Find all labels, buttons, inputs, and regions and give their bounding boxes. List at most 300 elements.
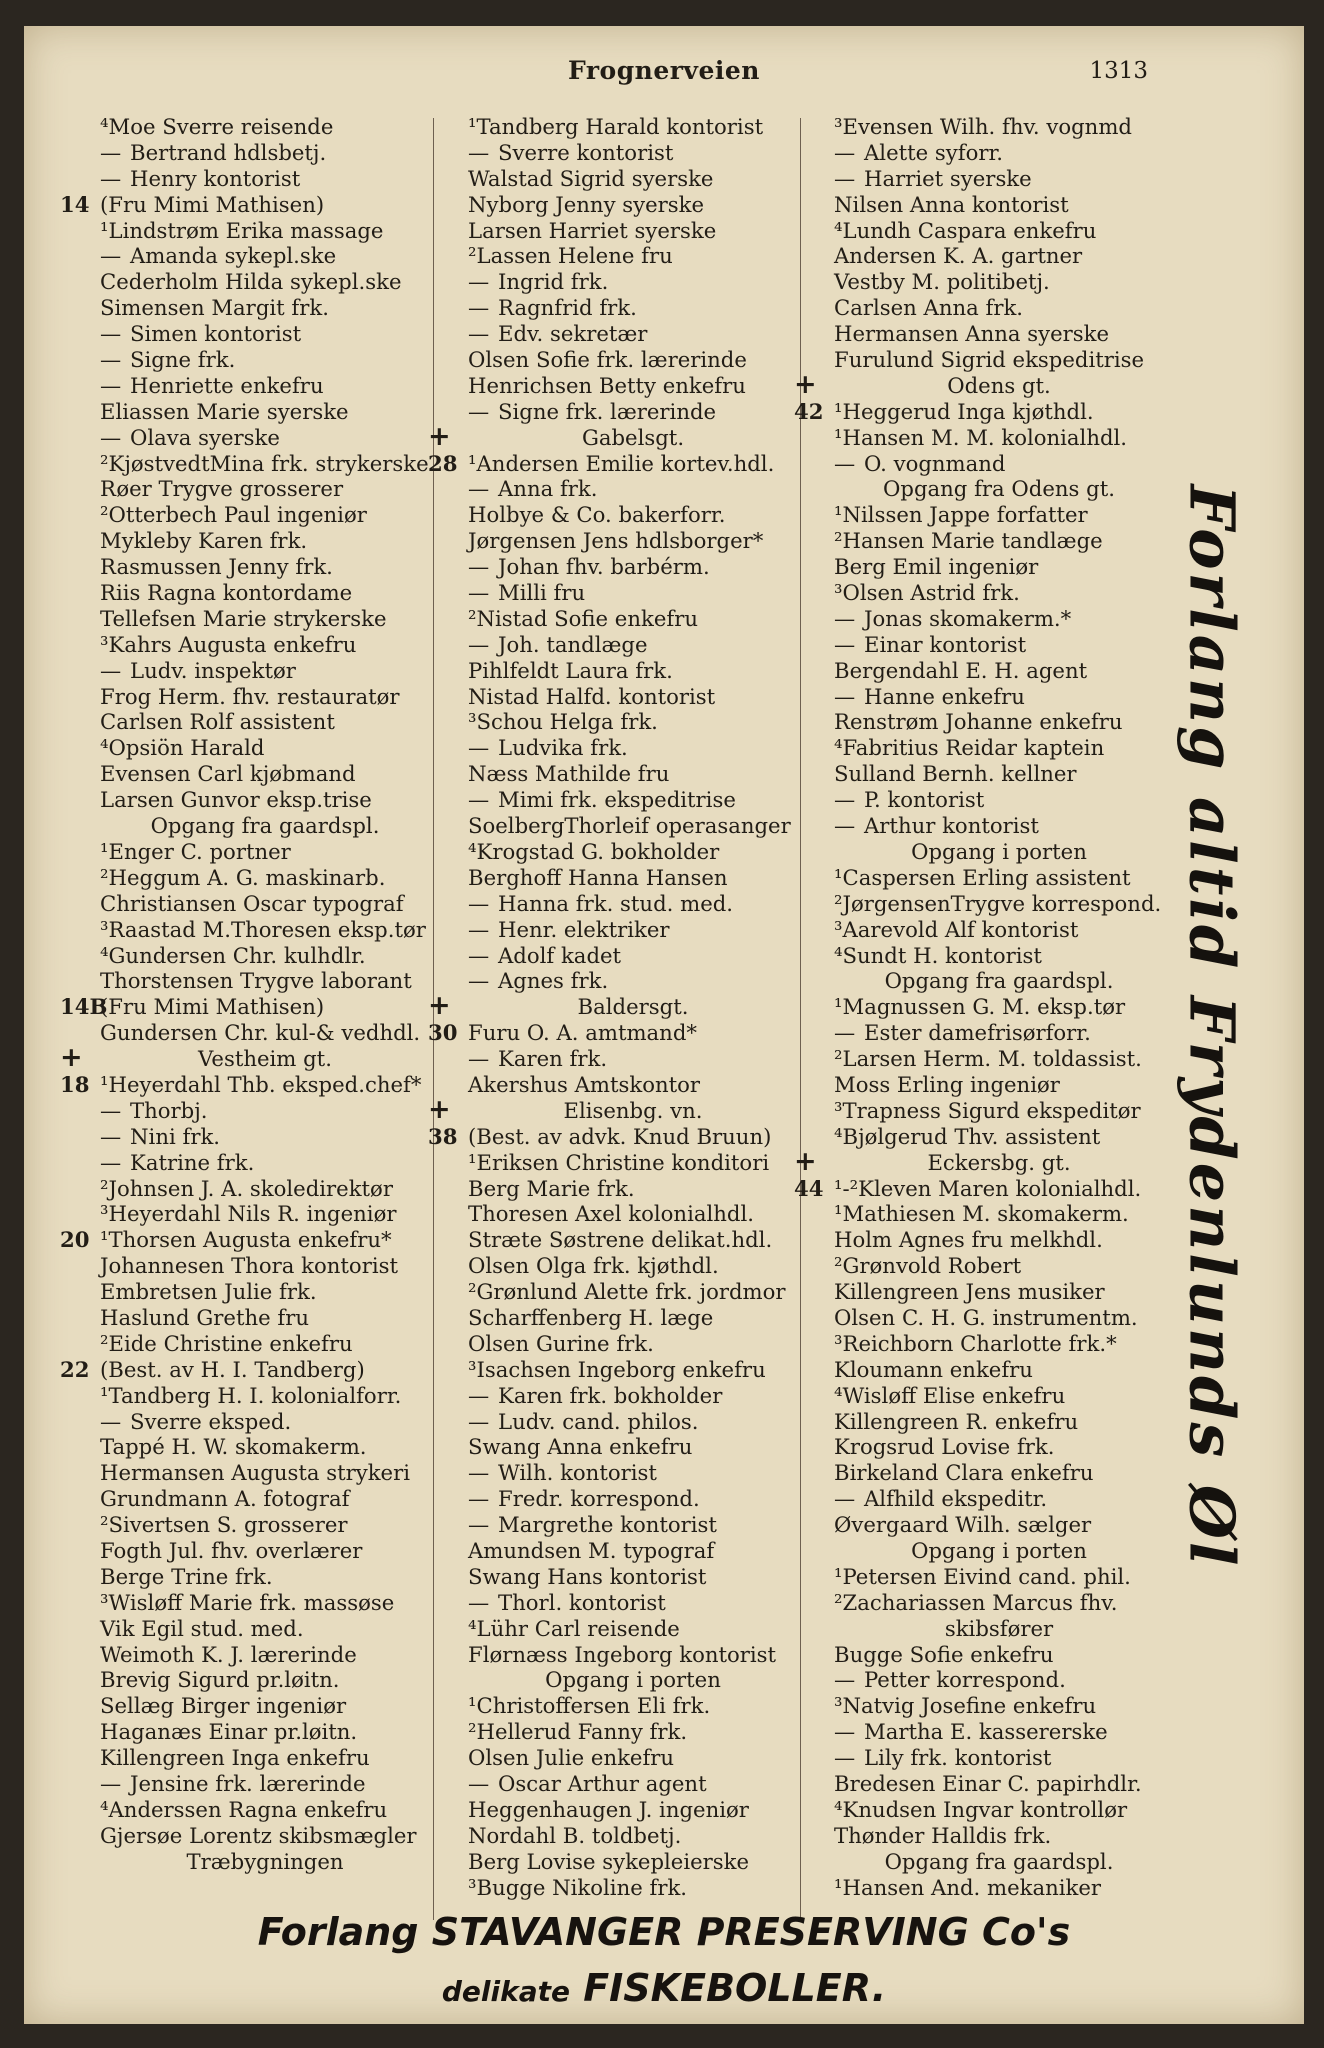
entry-text: ¹Caspersen Erling assistent (834, 864, 1131, 890)
entry-text: Killengreen Jens musiker (834, 1279, 1105, 1305)
ditto-dash: — (100, 347, 122, 373)
directory-entry (794, 295, 1194, 321)
directory-entry (428, 502, 824, 528)
ditto-dash: — (468, 1771, 490, 1796)
directory-entry (428, 709, 824, 735)
entry-text: Petter korrespond. (864, 1667, 1066, 1693)
directory-entry (428, 1693, 824, 1719)
entry-text: ¹Tandberg Harald kontorist (468, 114, 764, 139)
directory-entry (60, 943, 456, 969)
ditto-dash: — (834, 1745, 856, 1771)
entry-text: ¹Magnussen G. M. eksp.tør (834, 994, 1126, 1020)
entry-text: ³Bugge Nikoline frk. (468, 1874, 688, 1900)
directory-entry (794, 399, 1194, 425)
directory-entry (60, 1383, 456, 1409)
directory-entry (794, 684, 1194, 710)
cross-street-marker-icon: + (428, 1093, 451, 1125)
entry-text: Signe frk. (130, 347, 236, 373)
directory-entry (794, 218, 1194, 244)
house-number: 38 (428, 1123, 458, 1149)
entry-text: ⁴Gundersen Chr. kulhdlr. (100, 942, 366, 968)
directory-entry (428, 1227, 824, 1253)
entry-text: Gundersen Chr. kul-& vedhdl. (100, 1020, 421, 1046)
directory-entry (794, 347, 1194, 373)
entry-text: Ingrid frk. (498, 269, 609, 295)
entry-text: Hanna frk. stud. med. (498, 890, 734, 916)
ditto-dash: — (468, 398, 490, 424)
entry-text: Martha E. kassererske (864, 1719, 1108, 1745)
ditto-dash: — (468, 1046, 490, 1072)
ditto-dash: — (100, 321, 122, 347)
entry-text: Joh. tandlæge (498, 631, 648, 657)
directory-entry (428, 787, 824, 813)
directory-entry (794, 1020, 1194, 1046)
entry-text: Milli fru (498, 580, 586, 606)
directory-entry (794, 528, 1194, 554)
entry-text: Henrichsen Betty enkefru (468, 372, 746, 398)
directory-entry (794, 891, 1194, 917)
section-heading: Odens gt. (947, 372, 1051, 398)
directory-entry (60, 1642, 456, 1668)
ditto-dash: — (100, 372, 122, 398)
entry-text: Ragnfrid frk. (498, 295, 637, 321)
entry-text: Cederholm Hilda sykepl.ske (100, 269, 402, 295)
entry-text: Hanne enkefru (864, 683, 1025, 709)
directory-entry (428, 1512, 824, 1538)
directory-entry (60, 1849, 456, 1875)
entry-text: Jørgensen Jens hdlsborger* (468, 528, 764, 554)
directory-entry (60, 1460, 456, 1486)
directory-entry (794, 1849, 1194, 1875)
entry-text: Flørnæss Ingeborg kontorist (468, 1641, 777, 1667)
directory-entry (794, 658, 1194, 684)
entry-text: ³Kahrs Augusta enkefru (100, 631, 357, 657)
section-heading: Opgang i porten (911, 838, 1087, 864)
entry-text: Henr. elektriker (498, 916, 670, 942)
directory-entry (794, 1227, 1194, 1253)
directory-entry (428, 420, 824, 452)
directory-entry (60, 1590, 456, 1616)
entry-text: Birkeland Clara enkefru (834, 1460, 1094, 1486)
entry-text: Holm Agnes fru melkhdl. (834, 1227, 1103, 1253)
directory-entry (60, 166, 456, 192)
entry-text: Stræte Søstrene delikat.hdl. (468, 1227, 773, 1253)
entry-text: Olava syerske (130, 424, 280, 450)
directory-entry (794, 580, 1194, 606)
ad-word-delikate: delikate (441, 1975, 570, 2008)
directory-entry (794, 632, 1194, 658)
section-heading: Opgang fra Odens gt. (883, 476, 1115, 502)
directory-entry (60, 1098, 456, 1124)
entry-text: ¹Nilssen Jappe forfatter (834, 502, 1088, 528)
ditto-dash: — (834, 813, 856, 839)
entry-text: Bergendahl E. H. agent (834, 657, 1088, 683)
directory-entry (794, 368, 1194, 400)
directory-entry (60, 373, 456, 399)
entry-text: ¹Enger C. portner (100, 838, 291, 864)
directory-entry (428, 968, 824, 994)
entry-text: Nilsen Anna kontorist (834, 191, 1069, 217)
entry-text: Akershus Amtskontor (468, 1071, 700, 1097)
entry-text: Adolf kadet (498, 942, 622, 968)
directory-entry (428, 1460, 824, 1486)
entry-text: ³Heyerdahl Nils R. ingeniør (100, 1201, 397, 1227)
entry-text: Katrine frk. (130, 1149, 255, 1175)
directory-entry (60, 1331, 456, 1357)
directory-entry (794, 1409, 1194, 1435)
directory-entry (428, 658, 824, 684)
directory-entry (60, 839, 456, 865)
directory-entry (428, 1124, 824, 1150)
directory-entry (794, 1719, 1194, 1745)
directory-entry (60, 1253, 456, 1279)
entry-text: Thoresen Axel kolonialhdl. (468, 1201, 754, 1227)
ditto-dash: — (468, 554, 490, 580)
entry-text: O. vognmand (864, 450, 1006, 476)
entry-text: Øvergaard Wilh. sælger (834, 1512, 1092, 1538)
entry-text: Embretsen Julie frk. (100, 1279, 317, 1305)
directory-entry (794, 787, 1194, 813)
entry-text: Olsen Olga frk. kjøthdl. (468, 1253, 719, 1279)
entry-text: ¹Andersen Emilie kortev.hdl. (468, 450, 775, 476)
entry-text: Ester damefrisørforr. (864, 1020, 1091, 1046)
entry-text: Ludv. cand. philos. (498, 1408, 699, 1434)
entry-text: Swang Hans kontorist (468, 1563, 707, 1589)
entry-text: Simen kontorist (130, 321, 302, 347)
directory-entry (60, 1357, 456, 1383)
entry-text: Weimoth K. J. lærerinde (100, 1641, 357, 1667)
ditto-dash: — (468, 916, 490, 942)
entry-text: Thorbj. (130, 1097, 208, 1123)
directory-entry (428, 1072, 824, 1098)
directory-entry (60, 451, 456, 477)
entry-text: Jensine frk. lærerinde (130, 1771, 366, 1796)
entry-text: Karen frk. (498, 1046, 608, 1072)
ditto-dash: — (468, 787, 490, 813)
entry-text: Arthur kontorist (864, 813, 1039, 839)
entry-text: ³Wisløff Marie frk. massøse (100, 1589, 395, 1615)
directory-entry (428, 1046, 824, 1072)
entry-text: (Best. av advk. Knud Bruun) (468, 1123, 772, 1149)
entry-text: ⁴Bjølgerud Thv. assistent (834, 1123, 1101, 1149)
entry-text: Margrethe kontorist (498, 1512, 717, 1538)
directory-entry (428, 1176, 824, 1202)
directory-entry (794, 1538, 1194, 1564)
directory-entry (428, 813, 824, 839)
directory-entry (60, 994, 456, 1020)
directory-entry (428, 269, 824, 295)
directory-entry (428, 1823, 824, 1849)
directory-entry (428, 347, 824, 373)
directory-entry (794, 1486, 1194, 1512)
directory-entry (60, 658, 456, 684)
directory-entry (60, 476, 456, 502)
directory-entry (794, 1305, 1194, 1331)
directory-entry (794, 813, 1194, 839)
directory-entry (794, 321, 1194, 347)
entry-text: ²Nistad Sofie enkefru (468, 605, 698, 631)
column-2 (428, 114, 824, 1900)
ditto-dash: — (468, 631, 490, 657)
directory-entry (60, 787, 456, 813)
entry-text: ⁴Moe Sverre reisende (100, 114, 334, 139)
entry-text: Karen frk. bokholder (498, 1382, 723, 1408)
section-heading: Træbygningen (186, 1848, 344, 1874)
page-title: Frognerveien (568, 56, 760, 85)
directory-entry (428, 1616, 824, 1642)
entry-text: ³Evensen Wilh. fhv. vognmd (834, 114, 1132, 139)
entry-text: Alette syforr. (864, 139, 1004, 165)
directory-entry (794, 1072, 1194, 1098)
directory-entry (794, 1823, 1194, 1849)
cross-street-marker-icon: + (428, 990, 451, 1022)
ditto-dash: — (468, 1589, 490, 1615)
directory-entry (60, 865, 456, 891)
entry-text: (Fru Mimi Mathisen) (100, 191, 325, 217)
entry-text: Riis Ragna kontordame (100, 580, 353, 606)
entry-text: ²Zachariassen Marcus fhv. (834, 1589, 1118, 1615)
entry-text: ²Eide Christine enkefru (100, 1330, 353, 1356)
entry-text: ⁴Anderssen Ragna enkefru (100, 1796, 388, 1822)
directory-entry (60, 1616, 456, 1642)
directory-entry (60, 502, 456, 528)
directory-entry (794, 1771, 1194, 1797)
directory-entry (794, 1176, 1194, 1202)
entry-text: Grundmann A. fotograf (100, 1486, 350, 1512)
entry-text: ²Larsen Herm. M. toldassist. (834, 1046, 1142, 1072)
entry-text: ¹Heyerdahl Thb. eksped.chef* (100, 1071, 422, 1097)
directory-entry (428, 735, 824, 761)
entry-text: Bredesen Einar C. papirhdlr. (834, 1771, 1142, 1796)
entry-text: Nyborg Jenny syerske (468, 191, 705, 217)
directory-entry (60, 1020, 456, 1046)
entry-text: Edv. sekretær (498, 321, 648, 347)
entry-text: Gjersøe Lorentz skibsmægler (100, 1822, 417, 1848)
directory-entry (794, 554, 1194, 580)
entry-text: ²Otterbech Paul ingeniør (100, 502, 367, 528)
entry-text: Johannesen Thora kontorist (100, 1253, 398, 1279)
directory-entry (794, 1434, 1194, 1460)
entry-text: ³Schou Helga frk. (468, 709, 658, 735)
directory-entry (428, 1093, 824, 1125)
directory-entry (60, 1176, 456, 1202)
entry-text: Harriet syerske (864, 165, 1032, 191)
directory-entry (60, 632, 456, 658)
directory-entry (428, 321, 824, 347)
directory-entry (428, 166, 824, 192)
directory-entry (428, 373, 824, 399)
directory-entry (794, 1693, 1194, 1719)
directory-entry (60, 1042, 456, 1074)
vertical-ad-text: Forlang altid Frydenlunds Øl (1175, 484, 1249, 1568)
entry-text: ³Isachsen Ingeborg enkefru (468, 1356, 766, 1382)
directory-entry (428, 1150, 824, 1176)
page-number: 1313 (1089, 58, 1148, 84)
entry-text: Berghoff Hanna Hansen (468, 864, 728, 890)
directory-entry (794, 502, 1194, 528)
entry-text: ²Hellerud Fanny frk. (468, 1719, 688, 1745)
entry-text: Berg Lovise sykepleierske (468, 1848, 750, 1874)
entry-text: Berge Trine frk. (100, 1563, 273, 1589)
house-number: 18 (60, 1071, 90, 1097)
column-1 (60, 114, 456, 1875)
directory-entry (794, 1331, 1194, 1357)
entry-text: Furu O. A. amtmand* (468, 1020, 697, 1046)
directory-entry (428, 1667, 824, 1693)
directory-entry (60, 813, 456, 839)
directory-entry (794, 1253, 1194, 1279)
entry-text: ²JørgensenTrygve korrespond. (834, 890, 1162, 916)
directory-entry (428, 1279, 824, 1305)
directory-entry (428, 1383, 824, 1409)
entry-text: ⁴Wisløff Elise enkefru (834, 1382, 1066, 1408)
directory-entry (60, 1150, 456, 1176)
directory-entry (60, 554, 456, 580)
ditto-dash: — (468, 735, 490, 761)
entry-text: Berg Marie frk. (468, 1175, 635, 1201)
entry-text: Thorstensen Trygve laborant (100, 968, 412, 994)
directory-entry (60, 606, 456, 632)
entry-text: ²Grønlund Alette frk. jordmor (468, 1279, 786, 1305)
directory-entry (60, 269, 456, 295)
entry-text: Vik Egil stud. med. (100, 1615, 304, 1641)
directory-entry (428, 528, 824, 554)
directory-entry (794, 943, 1194, 969)
entry-text: Carlsen Anna frk. (834, 295, 1024, 321)
entry-text: Oscar Arthur agent (498, 1771, 707, 1796)
directory-entry (794, 839, 1194, 865)
ditto-dash: — (100, 424, 122, 450)
entry-text: ¹Petersen Eivind cand. phil. (834, 1563, 1131, 1589)
directory-entry (60, 1719, 456, 1745)
ditto-dash: — (834, 1020, 856, 1046)
directory-entry (60, 580, 456, 606)
directory-entry (428, 218, 824, 244)
entry-text: Swang Anna enkefru (468, 1434, 693, 1460)
directory-entry (428, 1590, 824, 1616)
directory-entry (794, 114, 1194, 140)
entry-text: ²Johnsen J. A. skoledirektør (100, 1175, 393, 1201)
ditto-dash: — (468, 968, 490, 994)
house-number: 30 (428, 1020, 458, 1046)
entry-text: ³Aarevold Alf kontorist (834, 916, 1079, 942)
entry-text: Lily frk. kontorist (864, 1745, 1052, 1771)
ditto-dash: — (468, 295, 490, 321)
bottom-advertisement-line-2 (24, 1966, 1304, 2010)
entry-text: ¹Mathiesen M. skomakerm. (834, 1201, 1129, 1227)
directory-entry (428, 1409, 824, 1435)
directory-entry (428, 943, 824, 969)
entry-text: ³Olsen Astrid frk. (834, 580, 1020, 606)
ditto-dash: — (468, 580, 490, 606)
entry-text: Amanda sykepl.ske (130, 243, 337, 269)
ditto-dash: — (468, 476, 490, 502)
directory-entry (428, 684, 824, 710)
ditto-dash: — (834, 1486, 856, 1512)
entry-text: ¹Hansen M. M. kolonialhdl. (834, 424, 1128, 450)
directory-entry (428, 476, 824, 502)
entry-text: Sverre eksped. (130, 1408, 292, 1434)
entry-text: ³Raastad M.Thoresen eksp.tør (100, 916, 426, 942)
directory-entry (60, 1201, 456, 1227)
house-number: 22 (60, 1356, 90, 1382)
directory-entry (428, 1797, 824, 1823)
ditto-dash: — (834, 1667, 856, 1693)
directory-entry (794, 1460, 1194, 1486)
ditto-dash: — (100, 1097, 122, 1123)
entry-text: ⁴Opsiön Harald (100, 735, 265, 761)
directory-entry (60, 1693, 456, 1719)
section-heading: Opgang i porten (911, 1537, 1087, 1563)
entry-text: SoelbergThorleif operasanger (468, 813, 791, 839)
directory-entry (428, 399, 824, 425)
ditto-dash: — (834, 139, 856, 165)
directory-entry (794, 761, 1194, 787)
directory-entry (794, 451, 1194, 477)
directory-entry (60, 917, 456, 943)
entry-text: Thønder Halldis frk. (834, 1822, 1052, 1848)
entry-text: Hermansen Augusta strykeri (100, 1460, 410, 1486)
entry-text: Ludv. inspektør (130, 657, 296, 683)
section-heading: skibsfører (944, 1615, 1054, 1641)
directory-entry (60, 1305, 456, 1331)
directory-entry (794, 1279, 1194, 1305)
directory-entry (60, 709, 456, 735)
directory-entry (60, 140, 456, 166)
directory-entry (428, 114, 824, 140)
entry-text: Ludvika frk. (498, 735, 628, 761)
directory-entry (428, 1564, 824, 1590)
ditto-dash: — (100, 1771, 122, 1796)
entry-text: Furulund Sigrid ekspeditrise (834, 347, 1145, 373)
ditto-dash: — (834, 1719, 856, 1745)
ditto-dash: — (100, 165, 122, 191)
entry-text: ¹Tandberg H. I. kolonialforr. (100, 1382, 402, 1408)
entry-text: Henry kontorist (130, 165, 301, 191)
directory-entry (428, 243, 824, 269)
entry-text: Sellæg Birger ingeniør (100, 1693, 347, 1719)
ditto-dash: — (834, 605, 856, 631)
entry-text: ⁴Krogstad G. bokholder (468, 838, 720, 864)
directory-entry (60, 295, 456, 321)
directory-entry (428, 1486, 824, 1512)
directory-entry (794, 1797, 1194, 1823)
directory-entry (794, 166, 1194, 192)
ditto-dash: — (834, 631, 856, 657)
entry-text: Amundsen M. typograf (468, 1537, 715, 1563)
house-number: 14B (60, 994, 108, 1020)
directory-entry (428, 1305, 824, 1331)
entry-text: Hermansen Anna syerske (834, 321, 1110, 347)
directory-entry (794, 1124, 1194, 1150)
entry-text: Henriette enkefru (130, 372, 324, 398)
section-heading: Vestheim gt. (198, 1046, 332, 1072)
directory-entry (794, 1616, 1194, 1642)
ditto-dash: — (100, 1123, 122, 1149)
directory-entry (428, 606, 824, 632)
directory-entry (794, 1201, 1194, 1227)
entry-text: Berg Emil ingeniør (834, 554, 1039, 580)
directory-entry (428, 1642, 824, 1668)
entry-text: ²Lassen Helene fru (468, 243, 673, 269)
directory-entry (60, 1072, 456, 1098)
entry-text: ³Reichborn Charlotte frk.* (834, 1330, 1117, 1356)
entry-text: Jonas skomakerm.* (864, 605, 1072, 631)
directory-entry (794, 1098, 1194, 1124)
directory-entry (794, 968, 1194, 994)
entry-text: Signe frk. lærerinde (498, 398, 717, 424)
directory-entry (794, 243, 1194, 269)
